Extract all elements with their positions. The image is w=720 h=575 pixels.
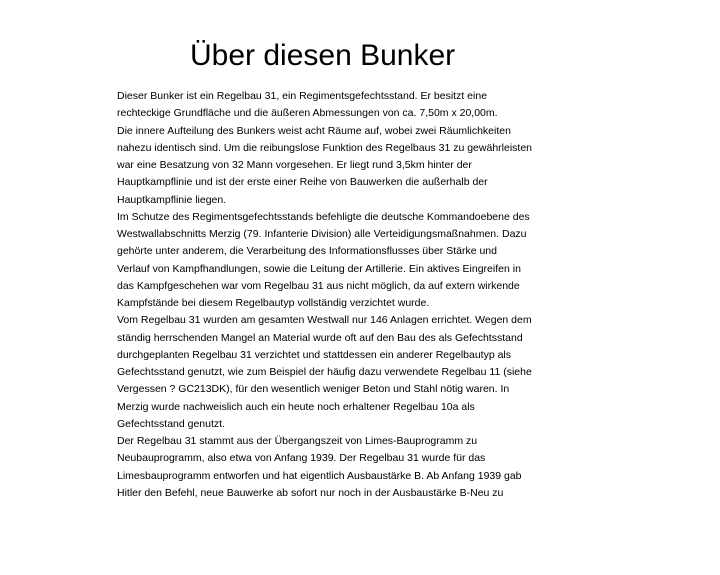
body-line: Im Schutze des Regimentsgefechtsstands befehligte die deutsche Kommandoebene des	[117, 210, 530, 223]
body-line: durchgeplanten Regelbau 31 verzichtet und stattdessen ein anderer Regelbautyp als	[117, 348, 512, 361]
body-line: das Kampfgeschehen war vom Regelbau 31 aus nicht möglich, da auf extern wirkende	[117, 279, 520, 292]
body-line: Neubauprogramm, also etwa von Anfang 1939. Der Regelbau 31 wurde für das	[117, 452, 486, 465]
body-line: Dieser Bunker ist ein Regelbau 31, ein Regimentsgefechtsstand. Er besitzt eine	[117, 90, 488, 102]
body-line: Verlauf von Kampfhandlungen, sowie die Leitung der Artillerie. Ein aktives Eingreifen in	[117, 262, 521, 275]
body-line: Limesbauprogramm entworfen und hat eigentlich Ausbaustärke B. Ab Anfang 1939 gab	[117, 469, 522, 482]
body-line: Der Regelbau 31 stammt aus der Übergangszeit von Limes-Bauprogramm zu	[117, 435, 478, 447]
body-line: Gefechtsstand genutzt.	[117, 417, 225, 430]
body-line: rechteckige Grundfläche und die äußeren Abmessungen von ca. 7,50m x 20,00m.	[117, 107, 498, 120]
body-line: nahezu identisch sind. Um die reibungslose Funktion des Regelbaus 31 zu gewährleisten	[117, 141, 533, 154]
body-line: Hauptkampflinie liegen.	[117, 193, 227, 206]
document-title: Über diesen Bunker	[190, 39, 456, 72]
body-line: Die innere Aufteilung des Bunkers weist acht Räume auf, wobei zwei Räumlichkeiten	[117, 124, 511, 137]
body-line: Vergessen ? GC213DK), für den wesentlich weniger Beton und Stahl nötig waren. In	[117, 383, 510, 396]
body-line: war eine Besatzung von 32 Mann vorgesehen. Er liegt rund 3,5km hinter der	[117, 159, 472, 171]
body-line: ständig herrschenden Mangel an Material wurde oft auf den Bau des als Gefechtsstand	[117, 331, 523, 344]
document-body	[117, 88, 637, 502]
body-line: Hitler den Befehl, neue Bauwerke ab sofort nur noch in der Ausbaustärke B-Neu zu	[117, 486, 504, 499]
body-line: Westwallabschnitts Merzig (79. Infanterie Division) alle Verteidigungsmaßnahmen. Dazu	[117, 228, 527, 240]
body-line: Hauptkampflinie und ist der erste einer Reihe von Bauwerken die außerhalb der	[117, 176, 488, 189]
body-line: Gefechtsstand genutzt, wie zum Beispiel der häufig dazu verwendete Regelbau 11 (siehe	[117, 366, 532, 378]
body-line: gehörte unter anderem, die Verarbeitung des Informationsflusses über Stärke und	[117, 245, 497, 258]
body-line: Vom Regelbau 31 wurden am gesamten Westwall nur 146 Anlagen errichtet. Wegen dem	[117, 314, 532, 327]
body-line: Merzig wurde nachweislich auch ein heute noch erhaltener Regelbau 10a als	[117, 400, 475, 413]
body-line: Kampfstände bei diesem Regelbautyp vollständig verzichtet wurde.	[117, 297, 430, 309]
